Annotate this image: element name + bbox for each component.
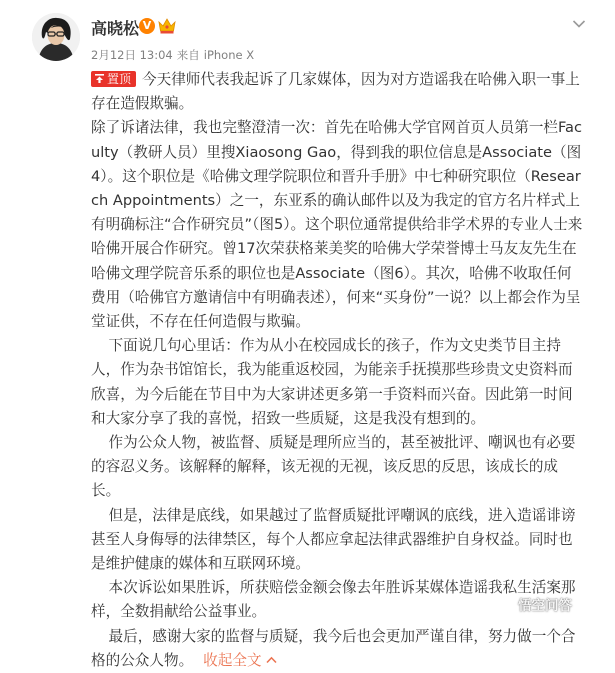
watermark-text: 悟空问答 bbox=[518, 598, 572, 614]
wukong-logo-icon bbox=[498, 596, 516, 614]
paragraph-text: 今天律师代表我起诉了几家媒体，因为对方造谣我在哈佛入职一事上存在造假欺骗。 bbox=[91, 71, 580, 113]
post-timestamp[interactable]: 2月12日 13:04 bbox=[91, 48, 173, 62]
post-paragraph-7 bbox=[91, 625, 585, 673]
post-meta bbox=[91, 47, 258, 63]
post-source-prefix: 来自 bbox=[176, 48, 200, 62]
post-paragraph-3: 下面说几句心里话：作为从小在校园成长的孩子，作为文史类节目主持人，作为杂书馆馆长，我为能重返校园，为能亲手抚摸那些珍贵文史资料而欣喜，为今后能在节目中为大家讲述更多第一手资料而兴奋。因此第一时间和大家分享了我的喜悦，招致一些质疑，这是我没有想到的。 bbox=[91, 337, 573, 427]
paragraph-text: 最后，感谢大家的监督与质疑，我今后也会更加严谨自律，努力做一个合格的公众人物。 bbox=[91, 627, 576, 669]
chevron-down-icon[interactable] bbox=[572, 14, 586, 24]
verified-badge-icon: V bbox=[139, 18, 155, 34]
pin-badge bbox=[91, 71, 136, 87]
author-name[interactable]: 高晓松 bbox=[91, 19, 140, 38]
post-body bbox=[91, 68, 585, 673]
post-header bbox=[0, 0, 615, 66]
post-source-device: iPhone X bbox=[203, 48, 255, 62]
chevron-up-icon[interactable] bbox=[266, 656, 277, 664]
avatar[interactable] bbox=[32, 13, 80, 61]
post-paragraph-1 bbox=[91, 68, 585, 116]
post-paragraph-2: 除了诉诸法律，我也完整澄清一次：首先在哈佛大学官网首页人员第一栏Faculty（教研人员）里搜Xiaosong Gao，得到我的职位信息是Associate（图4）。这个职位是《哈佛文理学院职位和晋升手册》中七种研究职位（Research Appointments）之一，东亚系的确认邮件以及为我定的官方名片样式上有明确标注“合作研究员”（图5）。这个职位通常提供给非学术界的专业人士来哈佛开展合作研究。曾17次荣获格莱美奖的哈佛大学荣誉博士马友友先生在哈佛文理学院音乐系的职位也是Associate（图6）。其次，哈佛不收取任何费用（哈佛官方邀请信中有明确表述），何来“买身份”一说？以上都会作为呈堂证供，不存在任何造假与欺骗。 bbox=[91, 119, 583, 331]
post-paragraph-6: 本次诉讼如果胜诉，所获赔偿金额会像去年胜诉某媒体造谣我私生活案那样，全数捐献给公益事业。 bbox=[91, 579, 576, 621]
vip-crown-icon[interactable] bbox=[157, 17, 177, 35]
post-paragraph-5: 但是，法律是底线，如果越过了监督质疑批评嘲讽的底线，进入造谣诽谤甚至人身侮辱的法律禁区，每个人都应拿起法律武器维护自身权益。同时也是维护健康的媒体和互联网环境。 bbox=[91, 506, 576, 573]
collapse-label[interactable]: 收起全文 bbox=[203, 651, 262, 669]
watermark bbox=[498, 594, 572, 614]
pin-icon bbox=[94, 73, 105, 84]
post-paragraph-4: 作为公众人物，被监督、质疑是理所应当的，甚至被批评、嘲讽也有必要的容忍义务。该解释的解释，该无视的无视，该反思的反思，该成长的成长。 bbox=[91, 434, 576, 500]
pin-label: 置顶 bbox=[107, 72, 132, 86]
collapse-button[interactable] bbox=[203, 652, 276, 669]
